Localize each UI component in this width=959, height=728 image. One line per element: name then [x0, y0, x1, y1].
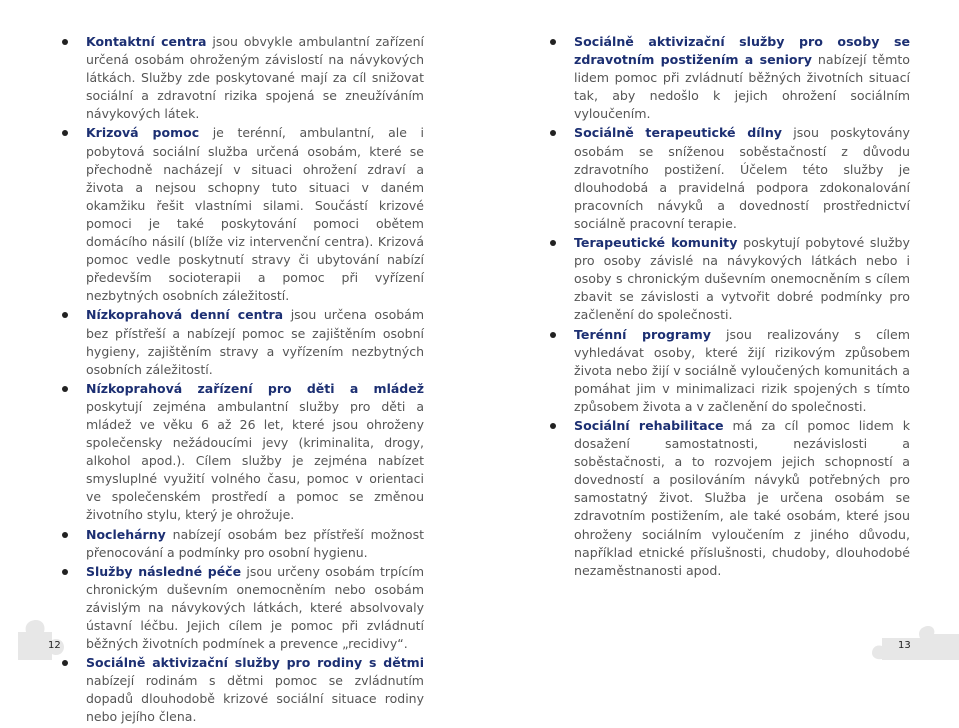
bullet-icon — [550, 332, 556, 338]
list-item — [62, 654, 424, 726]
bullet-icon — [62, 532, 68, 538]
list-item — [62, 563, 424, 653]
bullet-icon — [62, 569, 68, 575]
service-description: jsou určeny osobám trpícím chronickým duševním onemocněním nebo osobám závislým na návykových látkách, které absolvovaly ústavní léčbu. Jejich cílem je pomoc při zvládnutí běžných životních podmínek a prevence „recidivy“. — [86, 563, 425, 652]
list-item — [550, 326, 910, 416]
bullet-icon — [550, 39, 556, 45]
puzzle-piece-icon — [18, 610, 98, 660]
service-term: Terénní programy — [574, 326, 711, 342]
right-service-list — [550, 33, 910, 580]
puzzle-piece-icon — [872, 626, 959, 660]
service-term: Nízkoprahová zařízení pro děti a mládež — [86, 380, 424, 396]
service-term: Sociální rehabilitace — [574, 417, 724, 433]
service-description: poskytují zejména ambulantní služby pro děti a mládež ve věku 6 až 26 let, které jsou ohroženy společensky nežádoucími jevy (kriminalita, drogy, alkohol apod.). Cílem služby je zejména nabízet smysluplné využití volného času, pomoc v orientaci ve společenském prostředí a pomoc se změnou životního stylu, který je ohrožuje. — [86, 398, 424, 523]
bullet-icon — [62, 386, 68, 392]
list-item — [550, 234, 910, 324]
service-term: Noclehárny — [86, 526, 166, 542]
list-item — [550, 124, 910, 233]
list-item — [550, 417, 910, 580]
service-description: má za cíl pomoc lidem k dosažení samostatnosti, nezávislosti a soběstačnosti, a to rozvojem jejich schopností a dovedností a posilováním návyků potřebných pro samostatný život. Služba je určena osobám se zdravotním postižením, ale také osobám, které jsou ohroženy sociálním vyloučením z jiného důvodu, například etnické příslušnosti, chudoby, dlouhodobé nezaměstnanosti apod. — [574, 417, 910, 578]
service-term: Krizová pomoc — [86, 125, 200, 141]
bullet-icon — [550, 423, 556, 429]
service-term: Sociálně aktivizační služby pro osoby se zdravotním postižením a seniory — [574, 34, 910, 68]
service-description: jsou obvykle ambulantní zařízení určená osobám ohroženým závislostí na návykových látkách. Služby zde poskytované mají za cíl snižovat sociální a zdravotní rizika spojená se zneužíváním návykových látek. — [86, 34, 424, 122]
left-service-list — [62, 33, 424, 727]
bullet-icon — [62, 130, 68, 136]
right-column — [550, 33, 910, 581]
bullet-icon — [550, 240, 556, 246]
left-column — [62, 33, 424, 728]
list-item — [62, 306, 424, 378]
list-item — [62, 33, 424, 123]
service-description: jsou realizovány s cílem vyhledávat osoby, které žijí rizikovým způsobem života nebo žijí v sociálně vyloučených komunitách a pomáhat jim v minimalizaci rizik spojených s tímto způsobem života a v začlenění do společnosti. — [574, 326, 911, 414]
service-term: Sociálně terapeutické dílny — [574, 125, 783, 141]
service-term: Terapeutické komunity — [574, 235, 738, 251]
service-term: Kontaktní centra — [86, 34, 207, 49]
service-term: Služby následné péče — [86, 563, 242, 579]
bullet-icon — [62, 312, 68, 318]
service-description: jsou určena osobám bez přístřeší a nabízejí pomoc se zajištěním osobní hygieny, zajištěním stravy a vyřízením nezbytných osobních záležitostí. — [86, 307, 424, 377]
page-number-left: 12 — [48, 640, 61, 651]
list-item — [62, 526, 424, 562]
service-description: jsou poskytovány osobám se sníženou soběstačností z důvodu zdravotního postižení. Účelem této služby je dlouhodobá a pravidelná podpora zdokonalování pracovních návyků a dovedností prostřednictví sociálně pracovní terapie. — [574, 125, 910, 231]
service-description: poskytují pobytové služby pro osoby závislé na návykových látkách nebo i osoby s chronickým duševním onemocněním s cílem zbavit se závislosti a vytvořit dobré podmínky pro začlenění do společnosti. — [574, 235, 910, 323]
service-description: nabízejí osobám bez přístřeší možnost přenocování a podmínky pro osobní hygienu. — [86, 526, 424, 560]
bullet-icon — [62, 39, 68, 45]
list-item — [62, 124, 424, 305]
bullet-icon — [62, 660, 68, 666]
service-description: nabízejí těmto lidem pomoc při zvládnutí běžných životních situací tak, aby nedošlo k jejich ohrožení sociálním vyloučením. — [574, 52, 910, 122]
list-item — [62, 380, 424, 525]
bullet-icon — [550, 130, 556, 136]
service-term: Sociálně aktivizační služby pro rodiny s dětmi — [86, 655, 424, 671]
service-term: Nízkoprahová denní centra — [86, 307, 284, 323]
list-item — [550, 33, 910, 123]
page-number-right: 13 — [898, 640, 911, 651]
service-description: je terénní, ambulantní, ale i pobytová sociální služba určená osobám, které se přechodně nacházejí v situaci ohrožení zdraví a života a nejsou schopny tuto situaci v daném okamžiku řešit vlastními silami. Součástí krizové pomoci je také poskytování pomoci obětem domácího násilí (blíže viz intervenční centra). Krizová pomoc vedle poskytnutí stravy či ubytování nabízí především socioterapii a pomoc při vyřízení nezbytných osobních záležitostí. — [86, 125, 424, 304]
service-description: nabízejí rodinám s dětmi pomoc se zvládnutím dopadů dlouhodobě krizové sociální situace rodiny nebo jejího člena. — [86, 673, 424, 725]
